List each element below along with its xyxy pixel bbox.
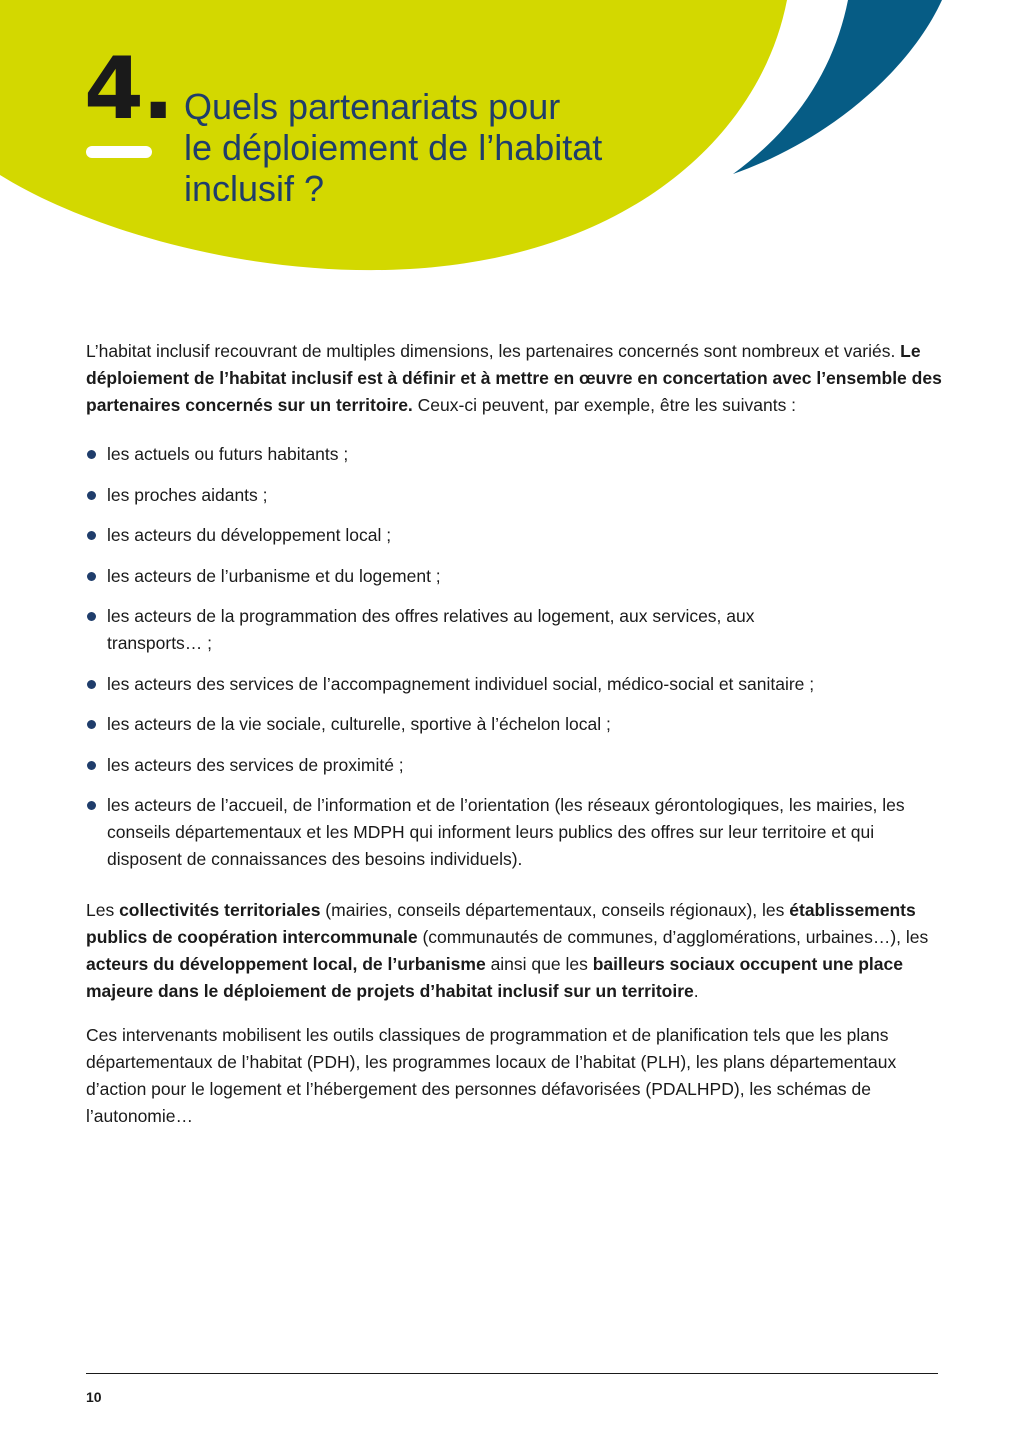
intro-text: L’habitat inclusif recouvrant de multiples dimensions, les partenaires concernés sont nombreux et variés.: [86, 341, 901, 361]
page-number: 10: [86, 1389, 102, 1405]
page-title: [184, 86, 744, 209]
list-item: les proches aidants ;: [86, 482, 946, 509]
para-emphasis: acteurs du développement local, de l’urbanisme: [86, 954, 486, 974]
intro-paragraph: [86, 338, 946, 419]
chapter-number: 4.: [84, 39, 173, 139]
outils-paragraph: Ces intervenants mobilisent les outils classiques de programmation et de planification tels que les plans départementaux de l’habitat (PDH), les programmes locaux de l’habitat (PLH), les plans départementaux d’action pour le logement et l’hébergement des personnes défavorisées (PDALHPD), les schémas de l’autonomie…: [86, 1025, 897, 1126]
title-line: inclusif ?: [184, 168, 325, 209]
list-item: les acteurs des services de proximité ;: [86, 752, 946, 779]
list-item: les actuels ou futurs habitants ;: [86, 441, 946, 468]
title-line: le déploiement de l’habitat: [184, 127, 603, 168]
para-emphasis: établissements publics de coopération intercommunale: [86, 900, 916, 947]
list-item: les acteurs des services de l’accompagnement individuel social, médico-social et sanitaire ;: [86, 671, 946, 698]
footer-divider: [86, 1373, 938, 1374]
list-item: les acteurs de la vie sociale, culturelle, sportive à l’échelon local ;: [86, 711, 946, 738]
title-line: Quels partenariats pour: [184, 86, 561, 127]
list-item: les acteurs de la programmation des offres relatives au logement, aux services, aux transports… ;: [86, 603, 946, 657]
list-item: les acteurs de l’accueil, de l’information et de l’orientation (les réseaux gérontologiques, les mairies, les conseils départementaux et les MDPH qui informent leurs publics des offres sur leur territoire et qui disposent de connaissances des besoins individuels).: [86, 792, 946, 873]
para-text: (mairies, conseils départementaux, conseils régionaux), les: [320, 900, 790, 920]
main-content: [86, 338, 946, 1130]
para-emphasis: bailleurs sociaux occupent une place majeure dans le déploiement de projets d’habitat inclusif sur un territoire: [86, 954, 903, 1001]
para-text: .: [693, 981, 699, 1001]
list-item: les acteurs de l’urbanisme et du logement ;: [86, 563, 946, 590]
intro-emphasis: Le déploiement de l’habitat inclusif est à définir et à mettre en œuvre en concertation avec l’ensemble des partenaires concernés sur un territoire.: [86, 341, 942, 415]
para-text: (communautés de communes, d’agglomérations, urbaines…), les: [417, 927, 929, 947]
para-text: ainsi que les: [485, 954, 593, 974]
partner-list: [86, 441, 946, 873]
para-text: Les: [86, 900, 120, 920]
intro-text: Ceux-ci peuvent, par exemple, être les suivants :: [412, 395, 797, 415]
collectivites-paragraph: [86, 897, 946, 1005]
chapter-underline: [86, 146, 152, 158]
para-emphasis: collectivités territoriales: [119, 900, 321, 920]
list-item: les acteurs du développement local ;: [86, 522, 946, 549]
